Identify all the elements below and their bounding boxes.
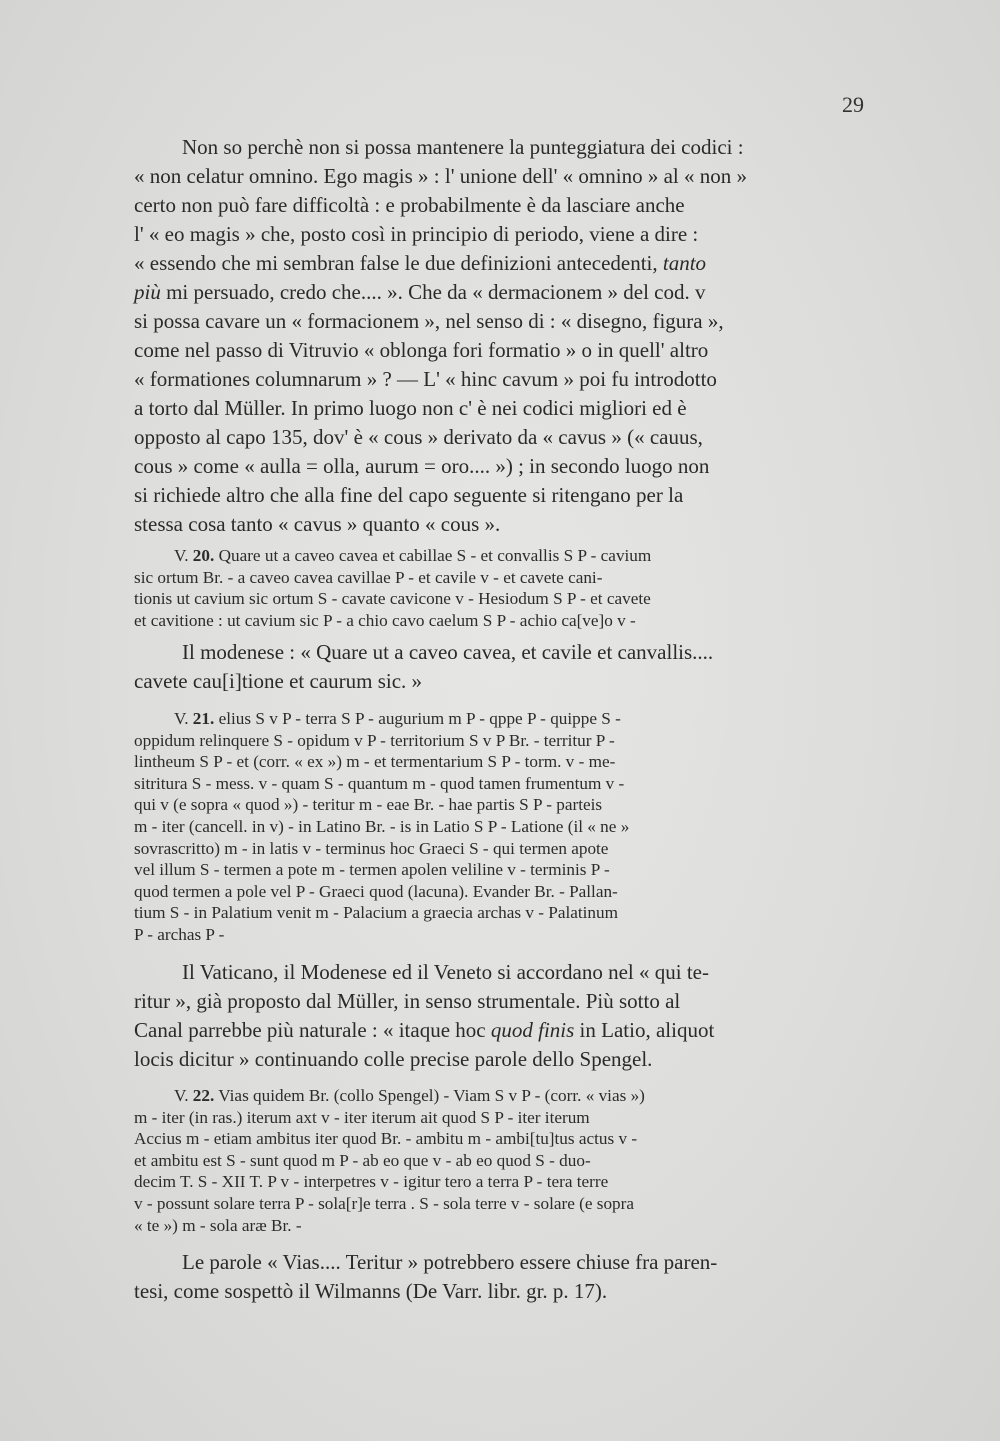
text-segment: Quare ut a caveo cavea et cabillae S - et convallis S P - cavium [218, 546, 652, 565]
text-line: l' « eo magis » che, posto così in principio di periodo, viene a dire : [134, 222, 699, 246]
apparatus-v21 [134, 708, 862, 946]
text-line: tium S - in Palatium venit m - Palacium a graecia archas v - Palatinum [134, 903, 618, 923]
text-segment: Vias quidem Br. (collo Spengel) - Viam S v P - (corr. « vias ») [218, 1086, 645, 1105]
text-line: tesi, come sospettò il Wilmanns (De Varr. libr. gr. p. 17). [134, 1279, 608, 1303]
apparatus-v22-text [134, 1085, 862, 1236]
text-segment: elius S v P - terra S P - augurium m P - qppe P - quippe S - [218, 709, 621, 728]
text-line: lintheum S P - et (corr. « ex ») m - et termentarium S P - torm. v - me- [134, 752, 616, 772]
apparatus-v22 [134, 1085, 862, 1236]
text-line: opposto al capo 135, dov' è « cous » derivato da « cavus » (« cauus, [134, 425, 703, 449]
italic-segment: tanto [662, 251, 707, 275]
text-line: P - archas P - [134, 924, 225, 944]
italic-segment: quod finis [490, 1018, 575, 1042]
verse-ref: V. [174, 1086, 189, 1105]
text-line: sic ortum Br. - a caveo cavea cavillae P - et cavile v - et cavete cani- [134, 567, 603, 587]
text-line: Le parole « Vias.... Teritur » potrebbero essere chiuse fra paren- [182, 1250, 718, 1274]
text-line: locis dicitur » continuando colle precise parole dello Spengel. [134, 1047, 653, 1071]
text-line: « formationes columnarum » ? — L' « hinc cavum » poi fu introdotto [134, 367, 717, 391]
verse-number: 21. [192, 709, 215, 728]
text-segment: mi persuado, credo che.... ». Che da « dermacionem » del cod. v [166, 280, 706, 304]
text-segment: Canal parrebbe più naturale : « itaque hoc [134, 1018, 486, 1042]
text-line [134, 278, 862, 307]
paragraph-2 [134, 638, 862, 696]
text-line: Il Vaticano, il Modenese ed il Veneto si accordano nel « qui te- [182, 960, 709, 984]
paragraph-3-text [134, 958, 862, 1074]
text-segment: in Latio, aliquot [579, 1018, 715, 1042]
verse-number: 20. [192, 546, 215, 565]
apparatus-v20-text [134, 545, 862, 631]
text-line: Il modenese : « Quare ut a caveo cavea, et cavile et canvallis.... [182, 640, 714, 664]
text-line: cous » come « aulla = olla, aurum = oro.... ») ; in secondo luogo non [134, 454, 710, 478]
verse-ref: V. [174, 709, 189, 728]
text-line: Non so perchè non si possa mantenere la punteggiatura dei codici : [182, 135, 744, 159]
text-line [134, 1016, 862, 1045]
paragraph-1 [134, 133, 862, 539]
text-line: vel illum S - termen a pote m - termen apolen veliline v - terminis P - [134, 860, 610, 880]
paragraph-3 [134, 958, 862, 1074]
verse-number: 22. [192, 1086, 215, 1105]
text-line: sitritura S - mess. v - quam S - quantum m - quod tamen frumentum v - [134, 773, 625, 793]
paragraph-4 [134, 1248, 862, 1306]
text-line [134, 249, 862, 278]
text-line: « te ») m - sola aræ Br. - [134, 1215, 302, 1235]
text-line: qui v (e sopra « quod ») - teritur m - eae Br. - hae partis S P - parteis [134, 795, 603, 815]
text-line: si richiede altro che alla fine del capo seguente si ritengano per la [134, 483, 684, 507]
text-line: come nel passo di Vitruvio « oblonga fori formatio » o in quell' altro [134, 338, 709, 362]
paragraph-4-text [134, 1248, 862, 1306]
verse-ref: V. [174, 546, 189, 565]
text-line [134, 1085, 862, 1107]
text-segment: « essendo che mi sembran false le due definizioni antecedenti, [134, 251, 658, 275]
text-line: « non celatur omnino. Ego magis » : l' unione dell' « omnino » al « non » [134, 164, 747, 188]
text-line [134, 708, 862, 730]
text-line: ritur », già proposto dal Müller, in senso strumentale. Più sotto al [134, 989, 681, 1013]
page-number: 29 [842, 92, 864, 117]
paragraph-1-text [134, 133, 862, 539]
text-line: decim T. S - XII T. P v - interpetres v - igitur tero a terra P - tera terre [134, 1172, 609, 1192]
text-line: et ambitu est S - sunt quod m P - ab eo que v - ab eo quod S - duo- [134, 1150, 591, 1170]
text-line: stessa cosa tanto « cavus » quanto « cous ». [134, 512, 501, 536]
apparatus-v20 [134, 545, 862, 631]
text-line: m - iter (cancell. in v) - in Latino Br. - is in Latio S P - Latione (il « ne » [134, 816, 630, 836]
text-line: v - possunt solare terra P - sola[r]e terra . S - sola terre v - solare (e sopra [134, 1193, 634, 1213]
italic-segment: più [134, 280, 161, 304]
text-line: oppidum relinquere S - opidum v P - territorium S v P Br. - territur P - [134, 730, 615, 750]
text-line: a torto dal Müller. In primo luogo non c' è nei codici migliori ed è [134, 396, 687, 420]
text-line: tionis ut cavium sic ortum S - cavate cavicone v - Hesiodum S P - et cavete [134, 589, 651, 609]
text-line: Accius m - etiam ambitus iter quod Br. - ambitu m - ambi[tu]tus actus v - [134, 1129, 638, 1149]
apparatus-v21-text [134, 708, 862, 946]
text-line: sovrascritto) m - in latis v - terminus hoc Graeci S - qui termen apote [134, 838, 609, 858]
paragraph-2-text [134, 638, 862, 696]
text-line [134, 545, 862, 567]
text-line: si possa cavare un « formacionem », nel senso di : « disegno, figura », [134, 309, 724, 333]
text-line: cavete cau[i]tione et caurum sic. » [134, 669, 423, 693]
text-line: m - iter (in ras.) iterum axt v - iter iterum ait quod S P - iter iterum [134, 1107, 590, 1127]
text-line: quod termen a pole vel P - Graeci quod (lacuna). Evander Br. - Pallan- [134, 881, 618, 901]
text-line: et cavitione : ut cavium sic P - a chio cavo caelum S P - achio ca[ve]o v - [134, 610, 636, 630]
text-line: certo non può fare difficoltà : e probabilmente è da lasciare anche [134, 193, 685, 217]
